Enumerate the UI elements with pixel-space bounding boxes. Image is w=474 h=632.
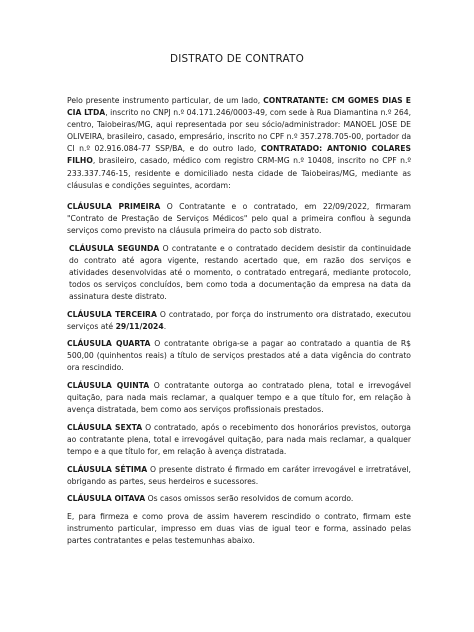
clause-sexta: CLÁUSULA SEXTA O contratado, após o recebimento dos honorários previstos, outorga ao contratante plena, total e irrevogável quitação, para nada mais reclamar, a qualquer tempo e a que título for, em relação à avença distratada.: [67, 422, 411, 456]
clause-setima: CLÁUSULA SÉTIMA O presente distrato é firmado em caráter irrevogável e irretratável, obrigando as partes, seus herdeiros e sucessores.: [67, 464, 411, 486]
clause-label: CLÁUSULA PRIMEIRA: [67, 201, 161, 211]
intro-paragraph: Pelo presente instrumento particular, de um lado, CONTRATANTE: CM GOMES DIAS E CIA LTDA, inscrito no CNPJ n.º 04.171.246/0003-49, com sede à Rua Diamantina n.º 264, centro, Taiobeiras/MG, aqui representada por seu sócio/administrador: MANOEL JOSE DE OLIVEIRA, brasileiro, casado, empresário, inscrito no CPF n.º 357.278.705-00, portador da CI n.º 02.916.084-77 SSP/BA, e do outro lado, CONTRATADO: ANTONIO COLARES FILHO, brasileiro, casado, médico com registro CRM-MG n.º 10408, inscrito no CPF n.º 233.337.746-15, residente e domiciliado nesta cidade de Taiobeiras/MG, mediante as cláusulas e condições seguintes, acordam:: [67, 96, 411, 190]
clause-label: CLÁUSULA SEXTA: [67, 422, 143, 432]
clause-quinta: CLÁUSULA QUINTA O contratante outorga ao contratado plena, total e irrevogável quitação, para nada mais reclamar, a qualquer tempo e a que título for, em relação à avença distratada, bem como aos serviços profissionais prestados.: [67, 380, 411, 415]
clause-quarta: CLÁUSULA QUARTA O contratante obriga-se a pagar ao contratado a quantia de R$ 500,00 (quinhentos reais) a título de serviços prestados até a data vigência do contrato ora rescindido.: [67, 339, 411, 373]
clause-label: CLÁUSULA SÉTIMA: [67, 464, 148, 474]
clause-segunda: CLÁUSULA SEGUNDA O contratante e o contratado decidem desistir da continuidade do contrato até agora vigente, restando acertado que, em razão dos serviços e atividades desenvolvidas até o momento, o contratado entregará, mediante protocolo, todos os serviços concluídos, bem como toda a documentação da empresa na data da assinatura deste distrato.: [69, 243, 412, 301]
end-date: 29/11/2024: [115, 321, 164, 331]
document-title: DISTRATO DE CONTRATO: [170, 53, 304, 65]
clause-label: CLÁUSULA QUINTA: [67, 380, 150, 390]
contratante-name: CONTRATANTE: CM GOMES DIAS E CIA LTDA: [67, 96, 411, 118]
clause-primeira: CLÁUSULA PRIMEIRA O Contratante e o contratado, em 22/09/2022, firmaram "Contrato de Prestação de Serviços Médicos" pelo qual a primeira confiou à segunda serviços como previsto na cláusula primeira do pacto sob distrato.: [67, 201, 411, 235]
closing-paragraph: E, para firmeza e como prova de assim haverem rescindido o contrato, firmam este instrumento particular, impresso em duas vias de igual teor e forma, assinado pelas partes contratantes e pelas testemunhas abaixo.: [67, 511, 411, 545]
clause-oitava: CLÁUSULA OITAVA Os casos omissos serão resolvidos de comum acordo.: [67, 494, 354, 504]
clause-label: CLÁUSULA OITAVA: [67, 494, 146, 504]
clause-terceira: CLÁUSULA TERCEIRA O contratado, por força do instrumento ora distratado, executou serviços até 29/11/2024.: [67, 309, 411, 331]
clause-label: CLÁUSULA QUARTA: [67, 339, 151, 349]
clause-label: CLÁUSULA SEGUNDA: [69, 243, 160, 253]
clause-label: CLÁUSULA TERCEIRA: [67, 309, 157, 319]
document-body: [67, 95, 411, 553]
contratado-name: CONTRATADO: ANTONIO COLARES FILHO: [67, 144, 411, 166]
